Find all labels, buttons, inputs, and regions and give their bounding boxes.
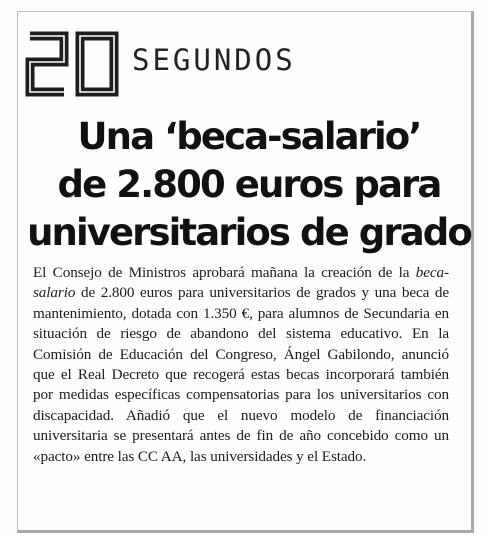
headline-line: Una ‘beca-salario’: [77, 115, 421, 158]
body-text: de 2.800 euros para universitarios de grados y una beca de mantenimiento, dotada con 1.350 €, para alumnos de Secundaria en situación de riesgo de abandono del sistema educativo. En la Comisión de Educación del Congreso, Ángel Gabilondo, anunció que el Real Decreto que recogerá estas becas incorporará también por medidas específicas compensatorias para los universitarios con discapacidad. Añadió que el nuevo modelo de financiación universitaria se presentará antes de fin de año concebido como un «pacto» entre las CC AA, las universidades y el Estado.: [33, 284, 449, 465]
body-text: El Consejo de Ministros aprobará mañana la creación de la: [33, 264, 416, 281]
section-masthead: [24, 26, 296, 102]
logo-20-number: [24, 28, 120, 100]
headline-line: universitarios de grado: [27, 211, 471, 254]
headline: [24, 113, 474, 257]
section-title: SEGUNDOS: [132, 43, 296, 77]
headline-line: de 2.800 euros para: [57, 163, 441, 206]
beca-salario-term: beca-salario: [33, 264, 449, 302]
article-paragraph: [33, 263, 449, 467]
article-body: [33, 263, 449, 467]
